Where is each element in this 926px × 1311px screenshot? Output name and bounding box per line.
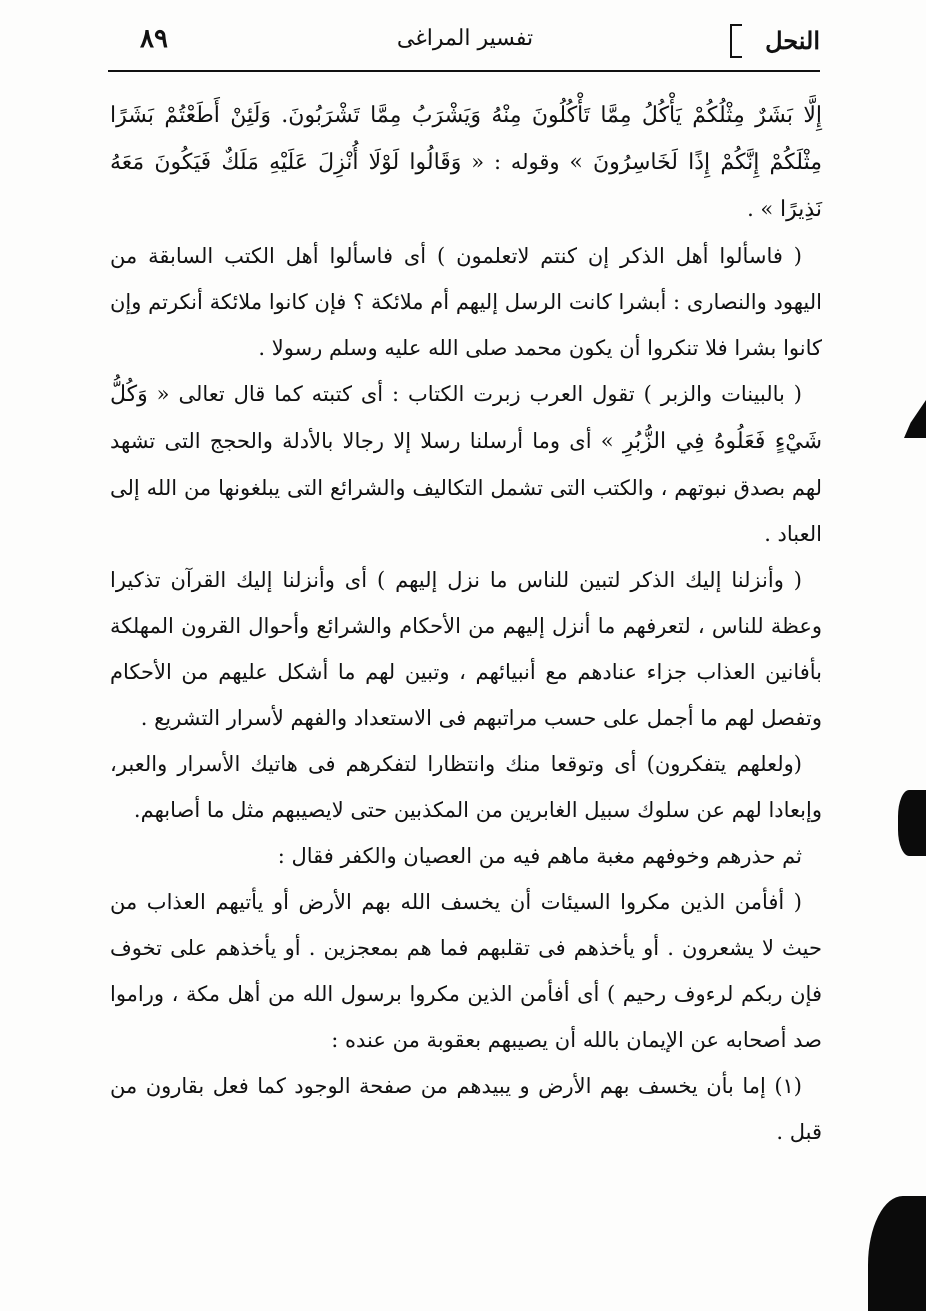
paragraph-4 bbox=[110, 557, 822, 741]
paragraph-text: » . bbox=[747, 197, 780, 221]
page-body bbox=[110, 92, 822, 1155]
page-header bbox=[110, 22, 820, 66]
page-number: ٨٩ bbox=[140, 24, 168, 54]
paragraph-6 bbox=[110, 833, 822, 879]
scan-edge-mark bbox=[898, 790, 926, 856]
scan-edge-mark bbox=[868, 1196, 926, 1311]
paragraph-text: (ولعلهم يتفكرون) أى وتوقعا منك وانتظارا لتفكرهم فى هاتيك الأسرار والعبر، وإبعادا لهم عن سلوك سبيل الغابرين من المكذبين حتى لايصيبهم مثل ما أصابهم. bbox=[110, 752, 822, 822]
scan-edge-mark bbox=[904, 400, 926, 438]
paragraph-3 bbox=[110, 371, 822, 557]
paragraph-text: ( وأنزلنا إليك الذكر لتبين للناس ما نزل إليهم ) أى وأنزلنا إليك القرآن تذكيرا وعظة للناس ، لتعرفهم ما أنزل إليهم من الأحكام والشرائع وأحوال القرون المهلكة بأفانين العذاب جزاء عنادهم مع أنبيائهم ، وتبين لهم ما أشكل عليهم من الأحكام وتفصل لهم ما أجمل على حسب مراتبهم فى الاستعداد والفهم لأسرار التشريع . bbox=[110, 568, 822, 730]
paragraph-text: ( أفأمن الذين مكروا السيئات أن يخسف الله بهم الأرض أو يأتيهم العذاب من حيث لا يشعرون . أو يأخذهم فى تقلبهم فما هم بمعجزين . أو يأخذهم على تخوف فإن ربكم لرءوف رحيم ) أى أفأمن الذين مكروا برسول الله من أهل مكة ، وراموا صد أصحابه عن الإيمان بالله أن يصيبهم بعقوبة من عنده : bbox=[110, 890, 822, 1052]
paragraph-8 bbox=[110, 1063, 822, 1155]
book-title: تفسير المراغى bbox=[396, 26, 534, 51]
paragraph-text: » أى وما أرسلنا رسلا إلا رجالا بالأدلة والحجج التى تشهد لهم بصدق نبوتهم ، والكتب التى تشمل التكاليف والشرائع التى يبلغونها من الله إلى العباد . bbox=[110, 429, 822, 546]
paragraph-text: ( فاسألوا أهل الذكر إن كنتم لاتعلمون ) أى فاسألوا أهل الكتب السابقة من اليهود والنصارى : أبشرا كانت الرسل إليهم أم ملائكة ؟ فإن كانوا ملائكة أنكرتم وإن كانوا بشرا فلا تنكروا أن يكون محمد صلى الله عليه وسلم رسولا . bbox=[110, 244, 822, 360]
quran-verse: إِلَّا بَشَرٌ مِثْلُكُمْ يَأْكُلُ مِمَّا تَأْكُلُونَ مِنْهُ وَيَشْرَبُ مِمَّا تَشْرَبُونَ. وَلَئِنْ أَطَعْتُمْ بَشَرًا مِثْلَكُمْ إِنَّكُمْ إِذًا لَخَاسِرُونَ » bbox=[110, 103, 823, 175]
paragraph-5 bbox=[110, 741, 822, 833]
header-bracket bbox=[730, 24, 742, 58]
quran-verse: وَكُلُّ شَيْءٍ فَعَلُوهُ فِي الزُّبُرِ bbox=[110, 382, 823, 454]
surah-name: النحل bbox=[765, 26, 820, 55]
header-rule bbox=[108, 70, 820, 72]
paragraph-text: ثم حذرهم وخوفهم مغبة ماهم فيه من العصيان والكفر فقال : bbox=[277, 844, 802, 868]
paragraph-7 bbox=[110, 879, 822, 1063]
paragraph-2 bbox=[110, 233, 822, 371]
quran-verse: وَقَالُوا لَوْلَا أُنْزِلَ عَلَيْهِ مَلَكٌ فَيَكُونَ مَعَهُ نَذِيرًا bbox=[110, 150, 822, 222]
paragraph-text: (١) إما بأن يخسف بهم الأرض و يبيدهم من صفحة الوجود كما فعل بقارون من قبل . bbox=[110, 1074, 822, 1144]
paragraph-text: وقوله : « bbox=[461, 150, 570, 174]
paragraph-1 bbox=[110, 92, 822, 233]
paragraph-text: ( بالبينات والزبر ) تقول العرب زبرت الكتاب : أى كتبته كما قال تعالى « bbox=[147, 382, 802, 406]
